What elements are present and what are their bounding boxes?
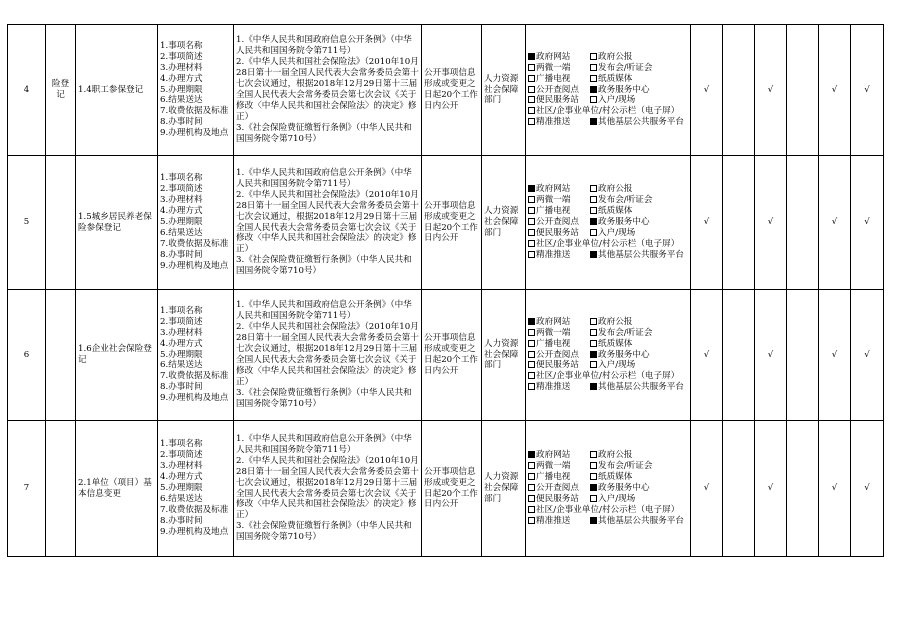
- channel-option[interactable]: [590, 360, 635, 371]
- unchecked-box-icon[interactable]: [528, 473, 535, 480]
- category-cell-continued: [46, 156, 76, 290]
- disclosure-content: [158, 421, 234, 557]
- channel-option[interactable]: [528, 317, 590, 328]
- channel-label: 发布会/听证会: [598, 461, 653, 472]
- unchecked-box-icon[interactable]: [528, 196, 535, 203]
- channel-option[interactable]: [590, 184, 632, 195]
- unchecked-box-icon[interactable]: [528, 517, 535, 524]
- unchecked-box-icon[interactable]: [528, 329, 535, 336]
- content-item: 4.办理方式: [160, 206, 203, 217]
- channel-option[interactable]: [528, 117, 590, 128]
- disclosure-time-limit: 公开事项信息形成或变更之日起20个工作日内公开: [422, 421, 482, 557]
- unchecked-box-icon[interactable]: [528, 506, 535, 513]
- channel-line: [528, 63, 688, 74]
- channel-option[interactable]: [590, 117, 684, 128]
- content-item: 7.收费依据及标准: [160, 371, 229, 382]
- content-item: 4.办理方式: [160, 73, 203, 84]
- checked-box-icon[interactable]: [590, 351, 597, 358]
- unchecked-box-icon[interactable]: [528, 462, 535, 469]
- legal-basis: [234, 290, 422, 421]
- check-cell: √: [819, 421, 851, 557]
- unchecked-box-icon[interactable]: [528, 251, 535, 258]
- responsible-department: 人力资源社会保障部门: [482, 421, 526, 557]
- basis-item: 2.《中华人民共和国社会保险法》（2010年10月28日第十一届全国人民代表大会常务委员会第十七次会议通过，根据2018年12月29日第十三届全国人民代表大会常务委员会第七次会议《关于修改〈中华人民共和国社会保险法〉的决定》修正）: [236, 189, 419, 255]
- channel-option[interactable]: [590, 350, 650, 361]
- channel-label: 政府网站: [536, 316, 571, 327]
- channel-option[interactable]: [590, 228, 635, 239]
- channel-label: 入户/现场: [598, 360, 636, 371]
- table-row: [8, 25, 884, 156]
- channel-label: 两微一端: [536, 62, 571, 73]
- check-cell: [723, 156, 755, 290]
- unchecked-box-icon[interactable]: [590, 329, 597, 336]
- disclosure-channels: [526, 421, 691, 557]
- unchecked-box-icon[interactable]: [528, 229, 535, 236]
- category-cell-continued: [46, 421, 76, 557]
- channel-line: [528, 371, 688, 382]
- channel-label: 公开查阅点: [536, 84, 579, 95]
- item-name: 1.6企业社会保险登记: [76, 290, 158, 421]
- check-cell: √: [819, 25, 851, 156]
- basis-item: 1.《中华人民共和国政府信息公开条例》（中华人民共和国国务院令第711号）: [236, 300, 412, 322]
- channel-label: 纸质媒体: [598, 472, 633, 483]
- channel-label: 广播电视: [536, 206, 571, 217]
- unchecked-box-icon[interactable]: [528, 383, 535, 390]
- checked-box-icon[interactable]: [590, 118, 597, 125]
- channel-option[interactable]: [590, 195, 652, 206]
- content-item: 1.事项名称: [160, 40, 203, 51]
- responsible-department: 人力资源社会保障部门: [482, 25, 526, 156]
- channel-option[interactable]: [590, 317, 632, 328]
- table-body: [8, 25, 884, 557]
- unchecked-box-icon[interactable]: [528, 340, 535, 347]
- content-item: 2.事项简述: [160, 184, 203, 195]
- channel-line: [528, 472, 688, 483]
- unchecked-box-icon[interactable]: [590, 318, 597, 325]
- checked-box-icon[interactable]: [528, 451, 535, 458]
- basis-item: 2.《中华人民共和国社会保险法》（2010年10月28日第十一届全国人民代表大会常务委员会第十七次会议通过，根据2018年12月29日第十三届全国人民代表大会常务委员会第七次会议《关于修改〈中华人民共和国社会保险法〉的决定》修正）: [236, 322, 419, 387]
- channel-option[interactable]: [528, 360, 590, 371]
- channel-option[interactable]: [528, 217, 590, 228]
- content-item: 2.事项简述: [160, 450, 203, 461]
- channel-line: [528, 206, 688, 217]
- channel-label: 社区/企事业单位/村公示栏（电子屏）: [536, 504, 680, 515]
- category-cell: 险登记: [46, 25, 76, 156]
- basis-item: 1.《中华人民共和国政府信息公开条例》（中华人民共和国国务院令第711号）: [236, 167, 412, 189]
- content-item: 3.办理材料: [160, 195, 203, 206]
- content-item: 7.收费依据及标准: [160, 504, 229, 515]
- channel-option[interactable]: [590, 74, 632, 85]
- channel-option[interactable]: [590, 85, 650, 96]
- content-item: 6.结果送达: [160, 95, 203, 106]
- responsible-department: 人力资源社会保障部门: [482, 156, 526, 290]
- content-item: 4.办理方式: [160, 472, 203, 483]
- channel-label: 纸质媒体: [598, 338, 633, 349]
- channel-line: [528, 339, 688, 350]
- channel-line: [528, 217, 688, 228]
- content-item: 7.收费依据及标准: [160, 238, 229, 249]
- channel-option[interactable]: [590, 250, 684, 261]
- check-cell: √: [755, 290, 787, 421]
- responsible-department: 人力资源社会保障部门: [482, 290, 526, 421]
- channel-label: 两微一端: [536, 461, 571, 472]
- channel-label: 公开查阅点: [536, 217, 579, 228]
- channel-option[interactable]: [528, 350, 590, 361]
- channel-label: 社区/企事业单位/村公示栏（电子屏）: [536, 238, 680, 249]
- unchecked-box-icon[interactable]: [528, 107, 535, 114]
- channel-option[interactable]: [590, 339, 632, 350]
- content-item: 1.事项名称: [160, 173, 203, 184]
- channel-label: 其他基层公共服务平台: [598, 515, 684, 526]
- channel-line: [528, 85, 688, 96]
- channel-line: [528, 250, 688, 261]
- unchecked-box-icon[interactable]: [528, 495, 535, 502]
- content-item: 8.办事时间: [160, 382, 203, 393]
- checked-box-icon[interactable]: [590, 383, 597, 390]
- checked-box-icon[interactable]: [590, 251, 597, 258]
- channel-label: 发布会/听证会: [598, 62, 653, 73]
- channel-label: 政府网站: [536, 51, 571, 62]
- channel-label: 发布会/听证会: [598, 195, 653, 206]
- channel-option[interactable]: [528, 250, 590, 261]
- channel-option[interactable]: [528, 339, 590, 350]
- channel-label: 便民服务站: [536, 360, 579, 371]
- channel-label: 公开查阅点: [536, 483, 579, 494]
- content-item: 1.事项名称: [160, 305, 203, 316]
- channel-option[interactable]: [528, 74, 590, 85]
- channel-label: 发布会/听证会: [598, 327, 653, 338]
- unchecked-box-icon[interactable]: [590, 185, 597, 192]
- content-item: 4.办理方式: [160, 338, 203, 349]
- check-cell: √: [851, 25, 884, 156]
- check-cell: √: [691, 25, 723, 156]
- channel-option[interactable]: [528, 239, 679, 250]
- channel-option[interactable]: [528, 63, 590, 74]
- disclosure-table: [7, 24, 884, 557]
- channel-label: 政务服务中心: [598, 217, 650, 228]
- content-item: 5.办理期限: [160, 217, 203, 228]
- channel-label: 便民服务站: [536, 227, 579, 238]
- channel-label: 政府公报: [598, 184, 633, 195]
- channel-line: [528, 52, 688, 63]
- channel-label: 其他基层公共服务平台: [598, 117, 684, 128]
- channel-label: 社区/企事业单位/村公示栏（电子屏）: [536, 371, 680, 382]
- content-item: 9.办理机构及地点: [160, 128, 229, 139]
- channel-label: 政府网站: [536, 184, 571, 195]
- content-item: 9.办理机构及地点: [160, 526, 229, 537]
- unchecked-box-icon[interactable]: [590, 340, 597, 347]
- basis-item: 1.《中华人民共和国政府信息公开条例》（中华人民共和国国务院令第711号）: [236, 433, 412, 455]
- unchecked-box-icon[interactable]: [590, 229, 597, 236]
- content-item: 5.办理期限: [160, 349, 203, 360]
- channel-option[interactable]: [528, 461, 590, 472]
- check-cell: √: [755, 25, 787, 156]
- check-cell: [723, 25, 755, 156]
- channel-option[interactable]: [590, 206, 632, 217]
- checked-box-icon[interactable]: [528, 53, 535, 60]
- unchecked-box-icon[interactable]: [590, 196, 597, 203]
- checked-box-icon[interactable]: [590, 86, 597, 93]
- channel-option[interactable]: [590, 494, 635, 505]
- channel-option[interactable]: [528, 494, 590, 505]
- unchecked-box-icon[interactable]: [528, 64, 535, 71]
- channel-line: [528, 184, 688, 195]
- check-cell: √: [755, 421, 787, 557]
- content-item: 8.办事时间: [160, 515, 203, 526]
- unchecked-box-icon[interactable]: [528, 86, 535, 93]
- channel-line: [528, 382, 688, 393]
- channel-line: [528, 494, 688, 505]
- unchecked-box-icon[interactable]: [528, 207, 535, 214]
- content-item: 6.结果送达: [160, 493, 203, 504]
- channel-label: 两微一端: [536, 195, 571, 206]
- channel-label: 纸质媒体: [598, 206, 633, 217]
- channel-option[interactable]: [590, 217, 650, 228]
- unchecked-box-icon[interactable]: [590, 207, 597, 214]
- row-number: 7: [8, 421, 46, 557]
- channel-line: [528, 350, 688, 361]
- legal-basis: [234, 156, 422, 290]
- basis-item: 3.《社会保险费征缴暂行条例》（中华人民共和国国务院令第710号）: [236, 387, 412, 409]
- channel-option[interactable]: [590, 382, 684, 393]
- check-cell: √: [691, 290, 723, 421]
- content-item: 5.办理期限: [160, 483, 203, 494]
- table-row: [8, 290, 884, 421]
- check-cell: [787, 290, 819, 421]
- check-cell: √: [691, 156, 723, 290]
- channel-line: [528, 360, 688, 371]
- unchecked-box-icon[interactable]: [590, 64, 597, 71]
- channel-label: 政府公报: [598, 51, 633, 62]
- table-row: [8, 156, 884, 290]
- check-cell: [787, 25, 819, 156]
- channel-line: [528, 195, 688, 206]
- channel-line: [528, 328, 688, 339]
- unchecked-box-icon[interactable]: [528, 240, 535, 247]
- content-item: 7.收费依据及标准: [160, 106, 229, 117]
- unchecked-box-icon[interactable]: [590, 96, 597, 103]
- table-row: [8, 421, 884, 557]
- category-cell-continued: [46, 290, 76, 421]
- channel-label: 精准推送: [536, 249, 571, 260]
- channel-label: 便民服务站: [536, 95, 579, 106]
- channel-label: 精准推送: [536, 117, 571, 128]
- channel-line: [528, 450, 688, 461]
- channel-line: [528, 505, 688, 516]
- checked-box-icon[interactable]: [590, 484, 597, 491]
- channel-label: 广播电视: [536, 472, 571, 483]
- disclosure-time-limit: 公开事项信息形成或变更之日起20个工作日内公开: [422, 25, 482, 156]
- item-name: 1.5城乡居民养老保险参保登记: [76, 156, 158, 290]
- channel-line: [528, 483, 688, 494]
- channel-label: 政务服务中心: [598, 349, 650, 360]
- disclosure-content: [158, 156, 234, 290]
- channel-label: 政务服务中心: [598, 483, 650, 494]
- content-item: 2.事项简述: [160, 316, 203, 327]
- channel-label: 其他基层公共服务平台: [598, 382, 684, 393]
- unchecked-box-icon[interactable]: [528, 96, 535, 103]
- channel-option[interactable]: [528, 106, 679, 117]
- basis-item: 2.《中华人民共和国社会保险法》（2010年10月28日第十一届全国人民代表大会常务委员会第十七次会议通过，根据2018年12月29日第十三届全国人民代表大会常务委员会第七次会议《关于修改〈中华人民共和国社会保险法〉的决定》修正）: [236, 455, 419, 521]
- channel-option[interactable]: [590, 328, 652, 339]
- channel-line: [528, 516, 688, 527]
- row-number: 6: [8, 290, 46, 421]
- checked-box-icon[interactable]: [528, 318, 535, 325]
- content-item: 3.办理材料: [160, 327, 203, 338]
- content-item: 2.事项简述: [160, 51, 203, 62]
- legal-basis: [234, 421, 422, 557]
- channel-label: 两微一端: [536, 327, 571, 338]
- check-cell: √: [819, 156, 851, 290]
- channel-option[interactable]: [528, 328, 590, 339]
- disclosure-time-limit: 公开事项信息形成或变更之日起20个工作日内公开: [422, 290, 482, 421]
- disclosure-content: [158, 290, 234, 421]
- channel-option[interactable]: [528, 206, 590, 217]
- content-item: 8.办事时间: [160, 249, 203, 260]
- check-cell: [787, 156, 819, 290]
- unchecked-box-icon[interactable]: [590, 361, 597, 368]
- channel-option[interactable]: [528, 95, 590, 106]
- unchecked-box-icon[interactable]: [528, 351, 535, 358]
- channel-label: 便民服务站: [536, 493, 579, 504]
- disclosure-channels: [526, 290, 691, 421]
- check-cell: √: [691, 421, 723, 557]
- disclosure-content: [158, 25, 234, 156]
- channel-line: [528, 239, 688, 250]
- unchecked-box-icon[interactable]: [528, 361, 535, 368]
- channel-label: 入户/现场: [598, 95, 636, 106]
- basis-item: 2.《中华人民共和国社会保险法》（2010年10月28日第十一届全国人民代表大会常务委员会第十七次会议通过，根据2018年12月29日第十三届全国人民代表大会常务委员会第七次会议《关于修改〈中华人民共和国社会保险法〉的决定》修正）: [236, 57, 419, 122]
- unchecked-box-icon[interactable]: [528, 218, 535, 225]
- channel-option[interactable]: [590, 95, 635, 106]
- channel-line: [528, 106, 688, 117]
- channel-label: 精准推送: [536, 382, 571, 393]
- content-item: 6.结果送达: [160, 360, 203, 371]
- checked-box-icon[interactable]: [590, 517, 597, 524]
- channel-option[interactable]: [590, 461, 652, 472]
- channel-option[interactable]: [528, 483, 590, 494]
- content-item: 3.办理材料: [160, 62, 203, 73]
- unchecked-box-icon[interactable]: [590, 495, 597, 502]
- channel-option[interactable]: [528, 505, 679, 516]
- channel-label: 公开查阅点: [536, 349, 579, 360]
- channel-option[interactable]: [590, 52, 632, 63]
- basis-item: 1.《中华人民共和国政府信息公开条例》（中华人民共和国国务院令第711号）: [236, 35, 412, 57]
- unchecked-box-icon[interactable]: [590, 451, 597, 458]
- channel-option[interactable]: [528, 52, 590, 63]
- check-cell: [723, 290, 755, 421]
- unchecked-box-icon[interactable]: [528, 484, 535, 491]
- disclosure-time-limit: 公开事项信息形成或变更之日起20个工作日内公开: [422, 156, 482, 290]
- content-item: 6.结果送达: [160, 227, 203, 238]
- channel-line: [528, 228, 688, 239]
- check-cell: √: [819, 290, 851, 421]
- check-cell: [787, 421, 819, 557]
- channel-option[interactable]: [528, 85, 590, 96]
- channel-option[interactable]: [528, 382, 590, 393]
- channel-option[interactable]: [528, 450, 590, 461]
- channel-option[interactable]: [590, 472, 632, 483]
- content-item: 5.办理期限: [160, 84, 203, 95]
- channel-label: 广播电视: [536, 73, 571, 84]
- channel-label: 政府网站: [536, 450, 571, 461]
- channel-label: 入户/现场: [598, 493, 636, 504]
- unchecked-box-icon[interactable]: [590, 75, 597, 82]
- channel-option[interactable]: [528, 195, 590, 206]
- check-cell: √: [851, 290, 884, 421]
- content-item: 1.事项名称: [160, 439, 203, 450]
- row-number: 4: [8, 25, 46, 156]
- unchecked-box-icon[interactable]: [528, 372, 535, 379]
- channel-line: [528, 95, 688, 106]
- unchecked-box-icon[interactable]: [590, 462, 597, 469]
- legal-basis: [234, 25, 422, 156]
- basis-item: 3.《社会保险费征缴暂行条例》（中华人民共和国国务院令第710号）: [236, 122, 412, 144]
- content-item: 3.办理材料: [160, 461, 203, 472]
- channel-label: 纸质媒体: [598, 73, 633, 84]
- item-name: 1.4职工参保登记: [76, 25, 158, 156]
- disclosure-channels: [526, 156, 691, 290]
- channel-label: 政府公报: [598, 450, 633, 461]
- content-item: 8.办事时间: [160, 117, 203, 128]
- channel-option[interactable]: [590, 483, 650, 494]
- channel-line: [528, 461, 688, 472]
- channel-option[interactable]: [528, 228, 590, 239]
- channel-label: 社区/企事业单位/村公示栏（电子屏）: [536, 106, 680, 117]
- content-item: 9.办理机构及地点: [160, 260, 229, 271]
- unchecked-box-icon[interactable]: [528, 118, 535, 125]
- basis-item: 3.《社会保险费征缴暂行条例》（中华人民共和国国务院令第710号）: [236, 521, 412, 543]
- content-item: 9.办理机构及地点: [160, 393, 229, 404]
- check-cell: √: [851, 156, 884, 290]
- unchecked-box-icon[interactable]: [590, 473, 597, 480]
- checked-box-icon[interactable]: [528, 185, 535, 192]
- channel-option[interactable]: [528, 371, 679, 382]
- channel-label: 其他基层公共服务平台: [598, 249, 684, 260]
- channel-label: 政府公报: [598, 316, 633, 327]
- channel-label: 广播电视: [536, 338, 571, 349]
- channel-label: 政务服务中心: [598, 84, 650, 95]
- check-cell: √: [755, 156, 787, 290]
- row-number: 5: [8, 156, 46, 290]
- channel-label: 精准推送: [536, 515, 571, 526]
- channel-line: [528, 74, 688, 85]
- channel-line: [528, 117, 688, 128]
- channel-option[interactable]: [590, 516, 684, 527]
- unchecked-box-icon[interactable]: [590, 53, 597, 60]
- channel-option[interactable]: [590, 450, 632, 461]
- channel-option[interactable]: [528, 472, 590, 483]
- checked-box-icon[interactable]: [590, 218, 597, 225]
- basis-item: 3.《社会保险费征缴暂行条例》（中华人民共和国国务院令第710号）: [236, 255, 412, 277]
- channel-option[interactable]: [528, 184, 590, 195]
- channel-label: 入户/现场: [598, 227, 636, 238]
- channel-option[interactable]: [528, 516, 590, 527]
- channel-option[interactable]: [590, 63, 652, 74]
- check-cell: √: [851, 421, 884, 557]
- channel-line: [528, 317, 688, 328]
- item-name: 2.1单位（项目）基本信息变更: [76, 421, 158, 557]
- check-cell: [723, 421, 755, 557]
- unchecked-box-icon[interactable]: [528, 75, 535, 82]
- disclosure-channels: [526, 25, 691, 156]
